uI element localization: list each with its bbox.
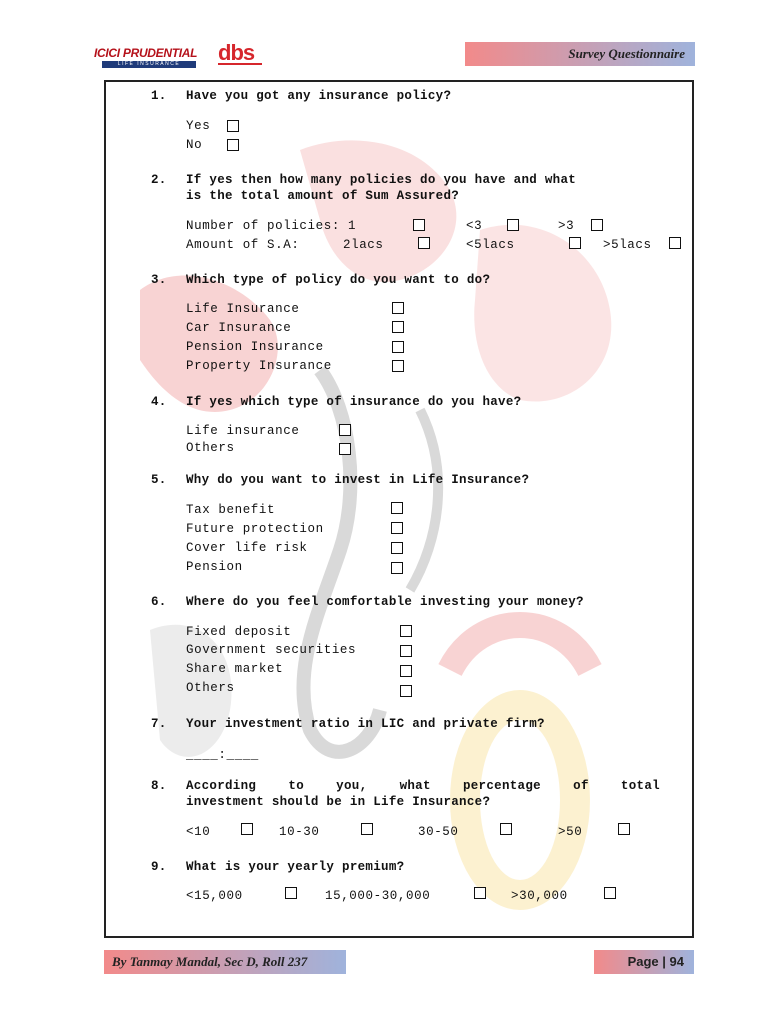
question-number: 4. [151, 395, 167, 409]
checkbox-life-insurance[interactable] [392, 302, 404, 314]
question-8-line2: investment should be in Life Insurance? [186, 795, 491, 809]
option-label: Car Insurance [186, 321, 292, 335]
checkbox-policies-gt3[interactable] [591, 219, 603, 231]
question-text: Have you got any insurance policy? [186, 89, 452, 103]
checkbox-tax-benefit[interactable] [391, 502, 403, 514]
footer-author-banner [104, 950, 346, 974]
option-label: <5lacs [466, 238, 515, 252]
checkbox-pension-insurance[interactable] [392, 341, 404, 353]
checkbox-share-market[interactable] [400, 665, 412, 677]
question-word: According [186, 779, 257, 793]
checkbox-policies-1[interactable] [413, 219, 425, 231]
question-number: 2. [151, 173, 167, 187]
option-label: Number of policies: 1 [186, 219, 357, 233]
checkbox-sa-2lacs[interactable] [418, 237, 430, 249]
option-label: >5lacs [603, 238, 652, 252]
question-word: percentage [462, 779, 541, 793]
option-label: Life Insurance [186, 302, 300, 316]
option-label: 30-50 [418, 825, 459, 839]
checkbox-gt30000[interactable] [604, 887, 616, 899]
question-text: Your investment ratio in LIC and private firm? [186, 717, 545, 731]
option-label: <10 [186, 825, 211, 839]
option-label: Yes [186, 119, 211, 133]
checkbox-have-others[interactable] [339, 443, 351, 455]
header-logo [94, 42, 274, 72]
icici-logo-subtitle: LIFE INSURANCE [102, 61, 196, 68]
checkbox-15000-30000[interactable] [474, 887, 486, 899]
option-label: Government securities [186, 643, 357, 657]
checkbox-pension[interactable] [391, 562, 403, 574]
option-label: Cover life risk [186, 541, 308, 555]
footer-page-banner [594, 950, 694, 974]
checkbox-sa-lt5lacs[interactable] [569, 237, 581, 249]
checkbox-sa-gt5lacs[interactable] [669, 237, 681, 249]
page-number: Page | 94 [627, 954, 684, 969]
question-text: Why do you want to invest in Life Insurance? [186, 473, 530, 487]
question-number: 1. [151, 89, 167, 103]
option-label: Others [186, 681, 235, 695]
question-word: of [573, 779, 589, 793]
icici-logo-text: ICICI PRUDENTIAL [94, 46, 198, 60]
question-number: 7. [151, 717, 167, 731]
option-label: Pension [186, 560, 243, 574]
option-label: <3 [466, 219, 483, 233]
question-text: Which type of policy do you want to do? [186, 273, 491, 287]
option-label: 2lacs [343, 238, 384, 252]
header-banner [465, 42, 695, 66]
checkbox-gt50[interactable] [618, 823, 630, 835]
checkbox-10-30[interactable] [361, 823, 373, 835]
question-word: total [620, 779, 660, 793]
checkbox-future-protection[interactable] [391, 522, 403, 534]
checkbox-cover-life-risk[interactable] [391, 542, 403, 554]
question-text-line1: If yes then how many policies do you have and what [186, 173, 577, 187]
dbs-logo-underline [218, 63, 262, 71]
question-text: If yes which type of insurance do you have? [186, 395, 522, 409]
question-number: 6. [151, 595, 167, 609]
checkbox-property-insurance[interactable] [392, 360, 404, 372]
checkbox-30-50[interactable] [500, 823, 512, 835]
option-label: Property Insurance [186, 359, 332, 373]
question-2-line2: is the total amount of Sum Assured? [186, 189, 460, 203]
checkbox-yes[interactable] [227, 120, 239, 132]
checkbox-lt10[interactable] [241, 823, 253, 835]
checkbox-government-securities[interactable] [400, 645, 412, 657]
option-label: 15,000-30,000 [325, 889, 431, 903]
option-label: Share market [186, 662, 284, 676]
checkbox-invest-others[interactable] [400, 685, 412, 697]
question-number: 8. [151, 779, 167, 793]
question-number: 5. [151, 473, 167, 487]
option-label: No [186, 138, 203, 152]
option-label: 10-30 [279, 825, 320, 839]
option-label: Others [186, 441, 235, 455]
option-label: >50 [558, 825, 583, 839]
page-title: Survey Questionnaire [568, 46, 685, 61]
question-number: 3. [151, 273, 167, 287]
option-label: <15,000 [186, 889, 243, 903]
dbs-logo-text: dbs [218, 40, 255, 65]
option-label: Fixed deposit [186, 625, 292, 639]
option-label: Life insurance [186, 424, 300, 438]
question-text-line1 [186, 778, 660, 795]
footer-author: By Tanmay Mandal, Sec D, Roll 237 [112, 954, 308, 969]
question-word: what [399, 779, 431, 793]
option-label: >30,000 [511, 889, 568, 903]
option-label: Amount of S.A: [186, 238, 300, 252]
checkbox-no[interactable] [227, 139, 239, 151]
question-word: to [288, 779, 304, 793]
checkbox-have-life-insurance[interactable] [339, 424, 351, 436]
ratio-input[interactable]: ____:____ [186, 748, 259, 762]
option-label: Future protection [186, 522, 324, 536]
checkbox-car-insurance[interactable] [392, 321, 404, 333]
question-text: What is your yearly premium? [186, 860, 405, 874]
question-number: 9. [151, 860, 167, 874]
checkbox-fixed-deposit[interactable] [400, 625, 412, 637]
question-text: Where do you feel comfortable investing your money? [186, 595, 584, 609]
option-label: >3 [558, 219, 575, 233]
checkbox-policies-lt3[interactable] [507, 219, 519, 231]
option-label: Pension Insurance [186, 340, 324, 354]
checkbox-lt15000[interactable] [285, 887, 297, 899]
question-word: you, [336, 779, 368, 793]
option-label: Tax benefit [186, 503, 276, 517]
